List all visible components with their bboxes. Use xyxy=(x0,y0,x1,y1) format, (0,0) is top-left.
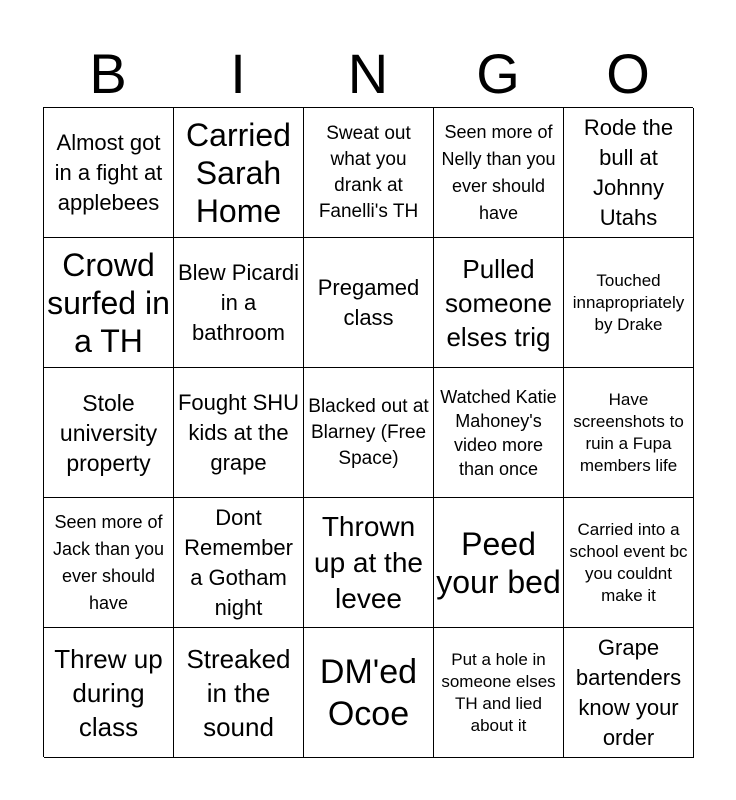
bingo-cell[interactable] xyxy=(44,628,174,758)
cell-text: Blacked out at Blarney (Free Space) xyxy=(308,395,429,469)
bingo-cell[interactable] xyxy=(434,498,564,628)
bingo-cell[interactable] xyxy=(174,368,304,498)
cell-text: Streaked in the sound xyxy=(186,643,291,742)
cell-text: Carried into a school event bc you couldnt make it xyxy=(569,519,688,605)
cell-text: Fought SHU kids at the grape xyxy=(177,389,300,475)
cell-text: Pregamed class xyxy=(317,274,420,330)
bingo-cell[interactable] xyxy=(304,368,434,498)
bingo-cell[interactable] xyxy=(564,498,694,628)
header-letter-b: B xyxy=(89,42,127,105)
bingo-cell[interactable] xyxy=(174,498,304,628)
cell-text: Dont Remember a Gotham night xyxy=(184,504,293,620)
cell-text: Carried Sarah Home xyxy=(186,116,291,229)
bingo-cell[interactable] xyxy=(304,108,434,238)
bingo-cell[interactable] xyxy=(174,108,304,238)
bingo-header xyxy=(43,40,693,108)
cell-text: Have screenshots to ruin a Fupa members life xyxy=(573,389,684,475)
cell-text: Almost got in a fight at applebees xyxy=(54,129,163,215)
bingo-grid xyxy=(43,107,693,757)
bingo-cell[interactable] xyxy=(304,238,434,368)
bingo-cell[interactable] xyxy=(564,368,694,498)
bingo-cell[interactable] xyxy=(44,238,174,368)
bingo-cell[interactable] xyxy=(174,238,304,368)
cell-text: Threw up during class xyxy=(54,643,163,742)
cell-text: DM'ed Ocoe xyxy=(319,652,418,733)
header-letter-n: N xyxy=(347,42,389,105)
bingo-cell[interactable] xyxy=(304,498,434,628)
header-letter-g: G xyxy=(476,42,520,105)
bingo-cell[interactable] xyxy=(304,628,434,758)
bingo-cell[interactable] xyxy=(564,628,694,758)
bingo-cell[interactable] xyxy=(174,628,304,758)
cell-text: Rode the bull at Johnny Utahs xyxy=(583,114,674,230)
cell-text: Seen more of Nelly than you ever should have xyxy=(441,121,556,223)
cell-text: Seen more of Jack than you ever should have xyxy=(52,511,165,613)
cell-text: Pulled someone elses trig xyxy=(445,253,552,352)
bingo-cell[interactable] xyxy=(434,238,564,368)
cell-text: Put a hole in someone elses TH and lied about it xyxy=(441,649,556,735)
bingo-cell[interactable] xyxy=(564,108,694,238)
bingo-cell[interactable] xyxy=(44,498,174,628)
cell-text: Crowd surfed in a TH xyxy=(47,246,170,359)
header-letter-i: I xyxy=(230,42,246,105)
cell-text: Sweat out what you drank at Fanelli's TH xyxy=(318,122,419,222)
cell-text: Blew Picardi in a bathroom xyxy=(177,259,300,345)
cell-text: Watched Katie Mahoney's video more than once xyxy=(440,386,557,479)
bingo-cell[interactable] xyxy=(564,238,694,368)
cell-text: Stole university property xyxy=(59,389,158,476)
cell-text: Touched innapropriately by Drake xyxy=(572,270,685,334)
bingo-cell[interactable] xyxy=(44,108,174,238)
bingo-cell[interactable] xyxy=(434,108,564,238)
cell-text: Grape bartenders know your order xyxy=(575,634,682,750)
bingo-cell[interactable] xyxy=(44,368,174,498)
bingo-cell[interactable] xyxy=(434,628,564,758)
cell-text: Peed your bed xyxy=(436,525,561,600)
bingo-cell[interactable] xyxy=(434,368,564,498)
header-letter-o: O xyxy=(606,42,650,105)
cell-text: Thrown up at the levee xyxy=(314,510,423,614)
